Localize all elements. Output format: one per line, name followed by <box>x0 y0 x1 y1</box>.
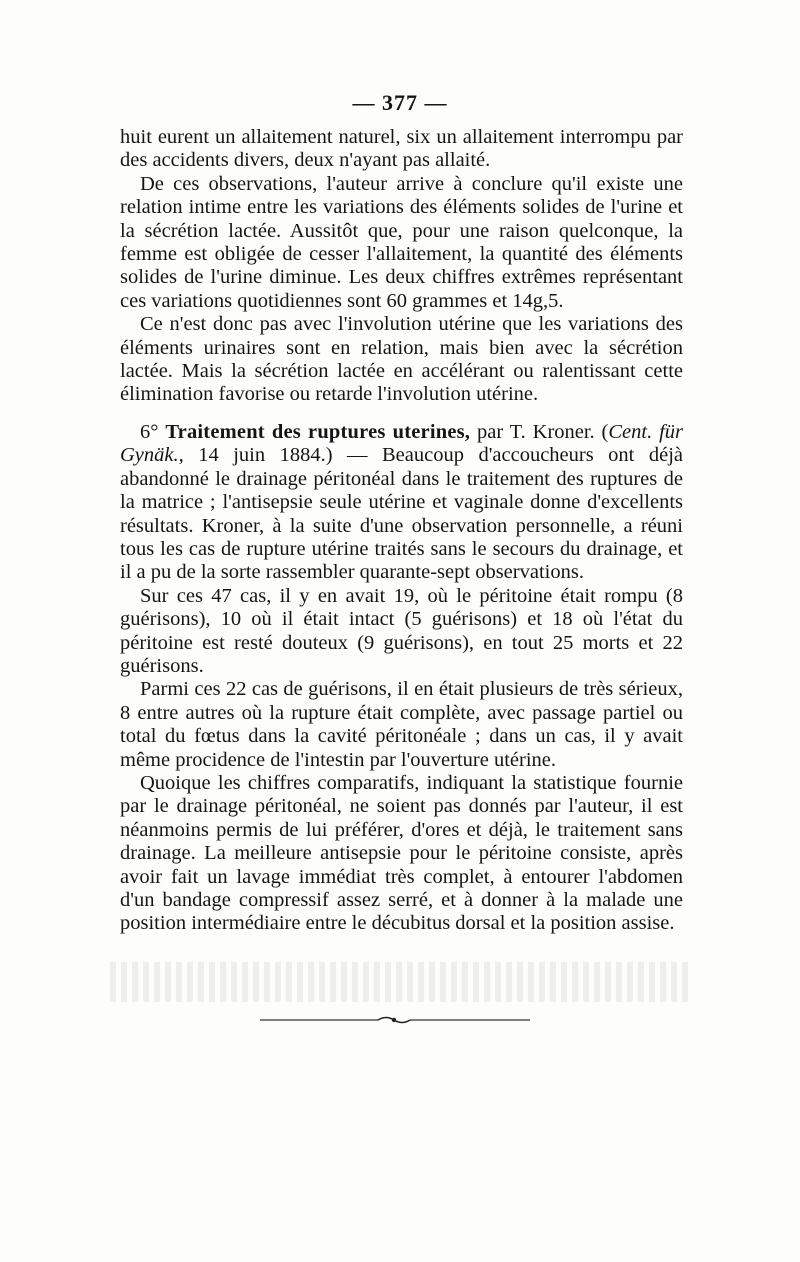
section-number: 6° <box>140 420 159 443</box>
page-number: — 377 — <box>352 90 448 115</box>
journal-citation: Cent. für Gynäk. <box>120 420 683 467</box>
paragraph-recommendation: Quoique les chiffres comparatifs, indiquant la statistique fournie par le drainage péritonéal, ne soient pas donnés par l'auteur, il est néanmoins permis de lui préférer, d'ores et déjà, le traitement sans drainage. La meilleure antisepsie pour le péritoine consiste, après avoir fait un lavage immédiat très complet, à entourer l'abdomen d'un bandage compressif assez serré, et à donner à la malade une position intermédiaire entre le décubitus dorsal et la position assise. <box>120 771 683 935</box>
section-title: Traitement des ruptures uterines, <box>165 420 471 443</box>
paragraph-case-counts: Sur ces 47 cas, il y en avait 19, où le péritoine était rompu (8 guérisons), 10 où il était intact (5 guérisons) et 18 où l'état du péritoine est resté douteux (9 guérisons), en tout 25 morts et 22 guérisons. <box>120 584 683 677</box>
paragraph-continuation: huit eurent un allaitement naturel, six un allaitement interrompu par des accidents divers, deux n'ayant pas allaité. <box>120 126 683 172</box>
paragraph-serious-cases: Parmi ces 22 cas de guérisons, il en était plusieurs de très sérieux, 8 entre autres où la rupture était complète, avec passage partiel ou total du fœtus dans la cavité péritonéale ; dans un cas, il y avait même procidence de l'intestin par l'ouverture utérine. <box>120 678 683 771</box>
section-lead-text: — Beaucoup d'accoucheurs ont déjà abandonné le drainage péritonéal dans le traitement des ruptures de la matrice ; l'antisepsie seule utérine et vaginale donne d'excellents résultats. Kroner, à la suite d'une observation personnelle, a réuni tous les cas de rupture utérine traités sans le secours du drainage, et il a pu de la sorte rassembler quarante-sept observations. <box>120 444 683 584</box>
citation-date: , 14 juin 1884.) <box>178 444 333 467</box>
section-paragraph-intro <box>120 421 683 585</box>
paragraph-urine-findings: De ces observations, l'auteur arrive à conclure qu'il existe une relation intime entre les variations des éléments solides de l'urine et la sécrétion lactée. Aussitôt que, pour une raison quelconque, la femme est obligée de cesser l'allaitement, la quantité des éléments solides de l'urine diminue. Les deux chiffres extrêmes représentant ces variations quotidiennes sont 60 grammes et 14g,5. <box>120 172 683 312</box>
section-author: par T. Kroner. ( <box>470 420 609 443</box>
bleed-through-text <box>110 962 690 1002</box>
section-divider-ornament <box>260 1014 530 1026</box>
body-text <box>120 126 683 936</box>
paragraph-conclusion: Ce n'est donc pas avec l'involution utérine que les variations des éléments urinaires sont en relation, mais bien avec la sécrétion lactée. Mais la sécrétion lactée en accélérant ou ralentissant cette élimination favorise ou retarde l'involution utérine. <box>120 313 683 406</box>
